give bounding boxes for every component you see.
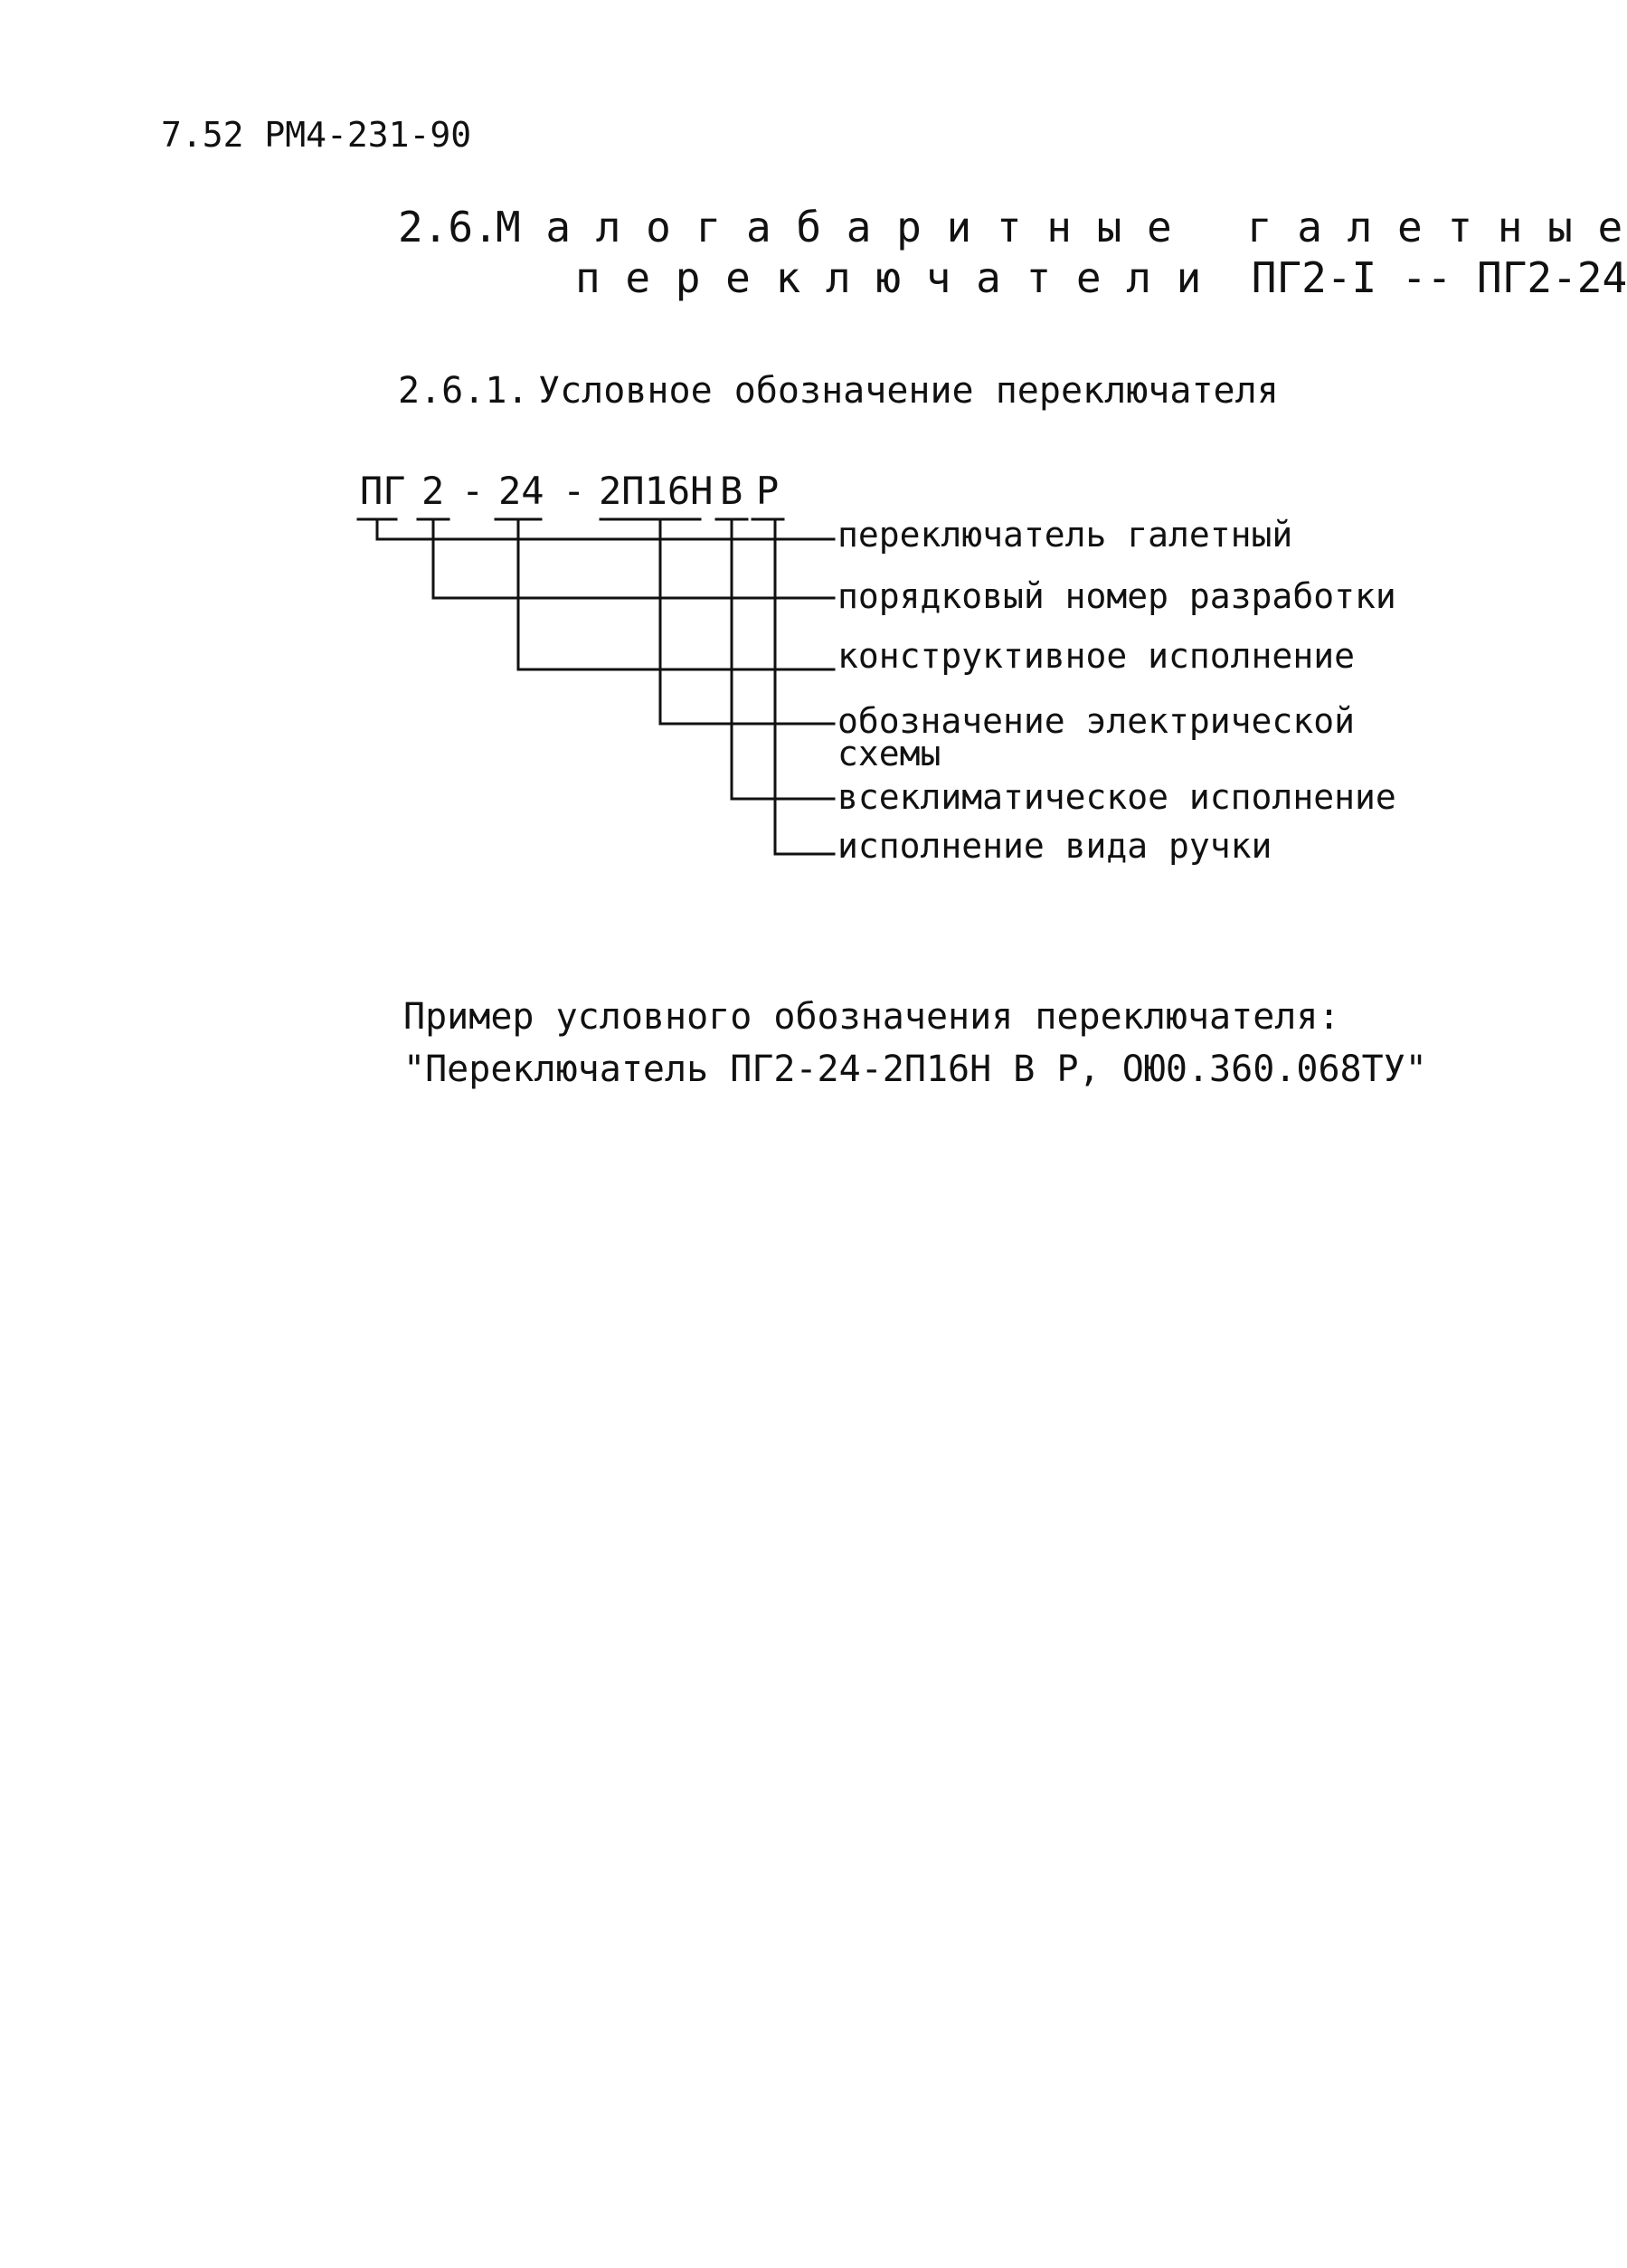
- code-dash-1: -: [461, 469, 485, 513]
- code-part-climate: В: [720, 469, 743, 513]
- section-number: 2.6.: [398, 203, 498, 251]
- code-part-scheme: 2П16Н: [599, 469, 714, 513]
- section-title-line1: М а л о г а б а р и т н ы е г а л е т н ы е: [496, 203, 1623, 251]
- page-reference: 7.52 РМ4-231-90: [161, 115, 472, 155]
- label-electrical-scheme-cont: схемы: [837, 734, 941, 773]
- label-switch-type: переключатель галетный: [837, 515, 1293, 555]
- section-title-line2: п е р е к л ю ч а т е л и ПГ2-I -- ПГ2-24: [575, 253, 1627, 302]
- label-climate-version: всеклиматическое исполнение: [837, 777, 1396, 817]
- label-development-number: порядковый номер разработки: [837, 576, 1396, 616]
- label-handle-version: исполнение вида ручки: [837, 826, 1272, 866]
- example-intro: Пример условного обозначения переключателя:: [403, 996, 1340, 1038]
- code-part-variant: 24: [498, 469, 544, 513]
- label-electrical-scheme: обозначение электрической: [837, 701, 1355, 741]
- subsection-number: 2.6.1.: [398, 370, 529, 412]
- code-part-handle: Р: [756, 469, 780, 513]
- code-part-series: 2: [421, 469, 445, 513]
- code-part-pg: ПГ: [360, 469, 406, 513]
- code-dash-2: -: [563, 469, 586, 513]
- label-design-variant: конструктивное исполнение: [837, 636, 1355, 676]
- example-text: "Переключатель ПГ2-24-2П16Н В Р, ОЮ0.360.068ТУ": [403, 1049, 1427, 1090]
- subsection-title: Условное обозначение переключателя: [538, 370, 1279, 412]
